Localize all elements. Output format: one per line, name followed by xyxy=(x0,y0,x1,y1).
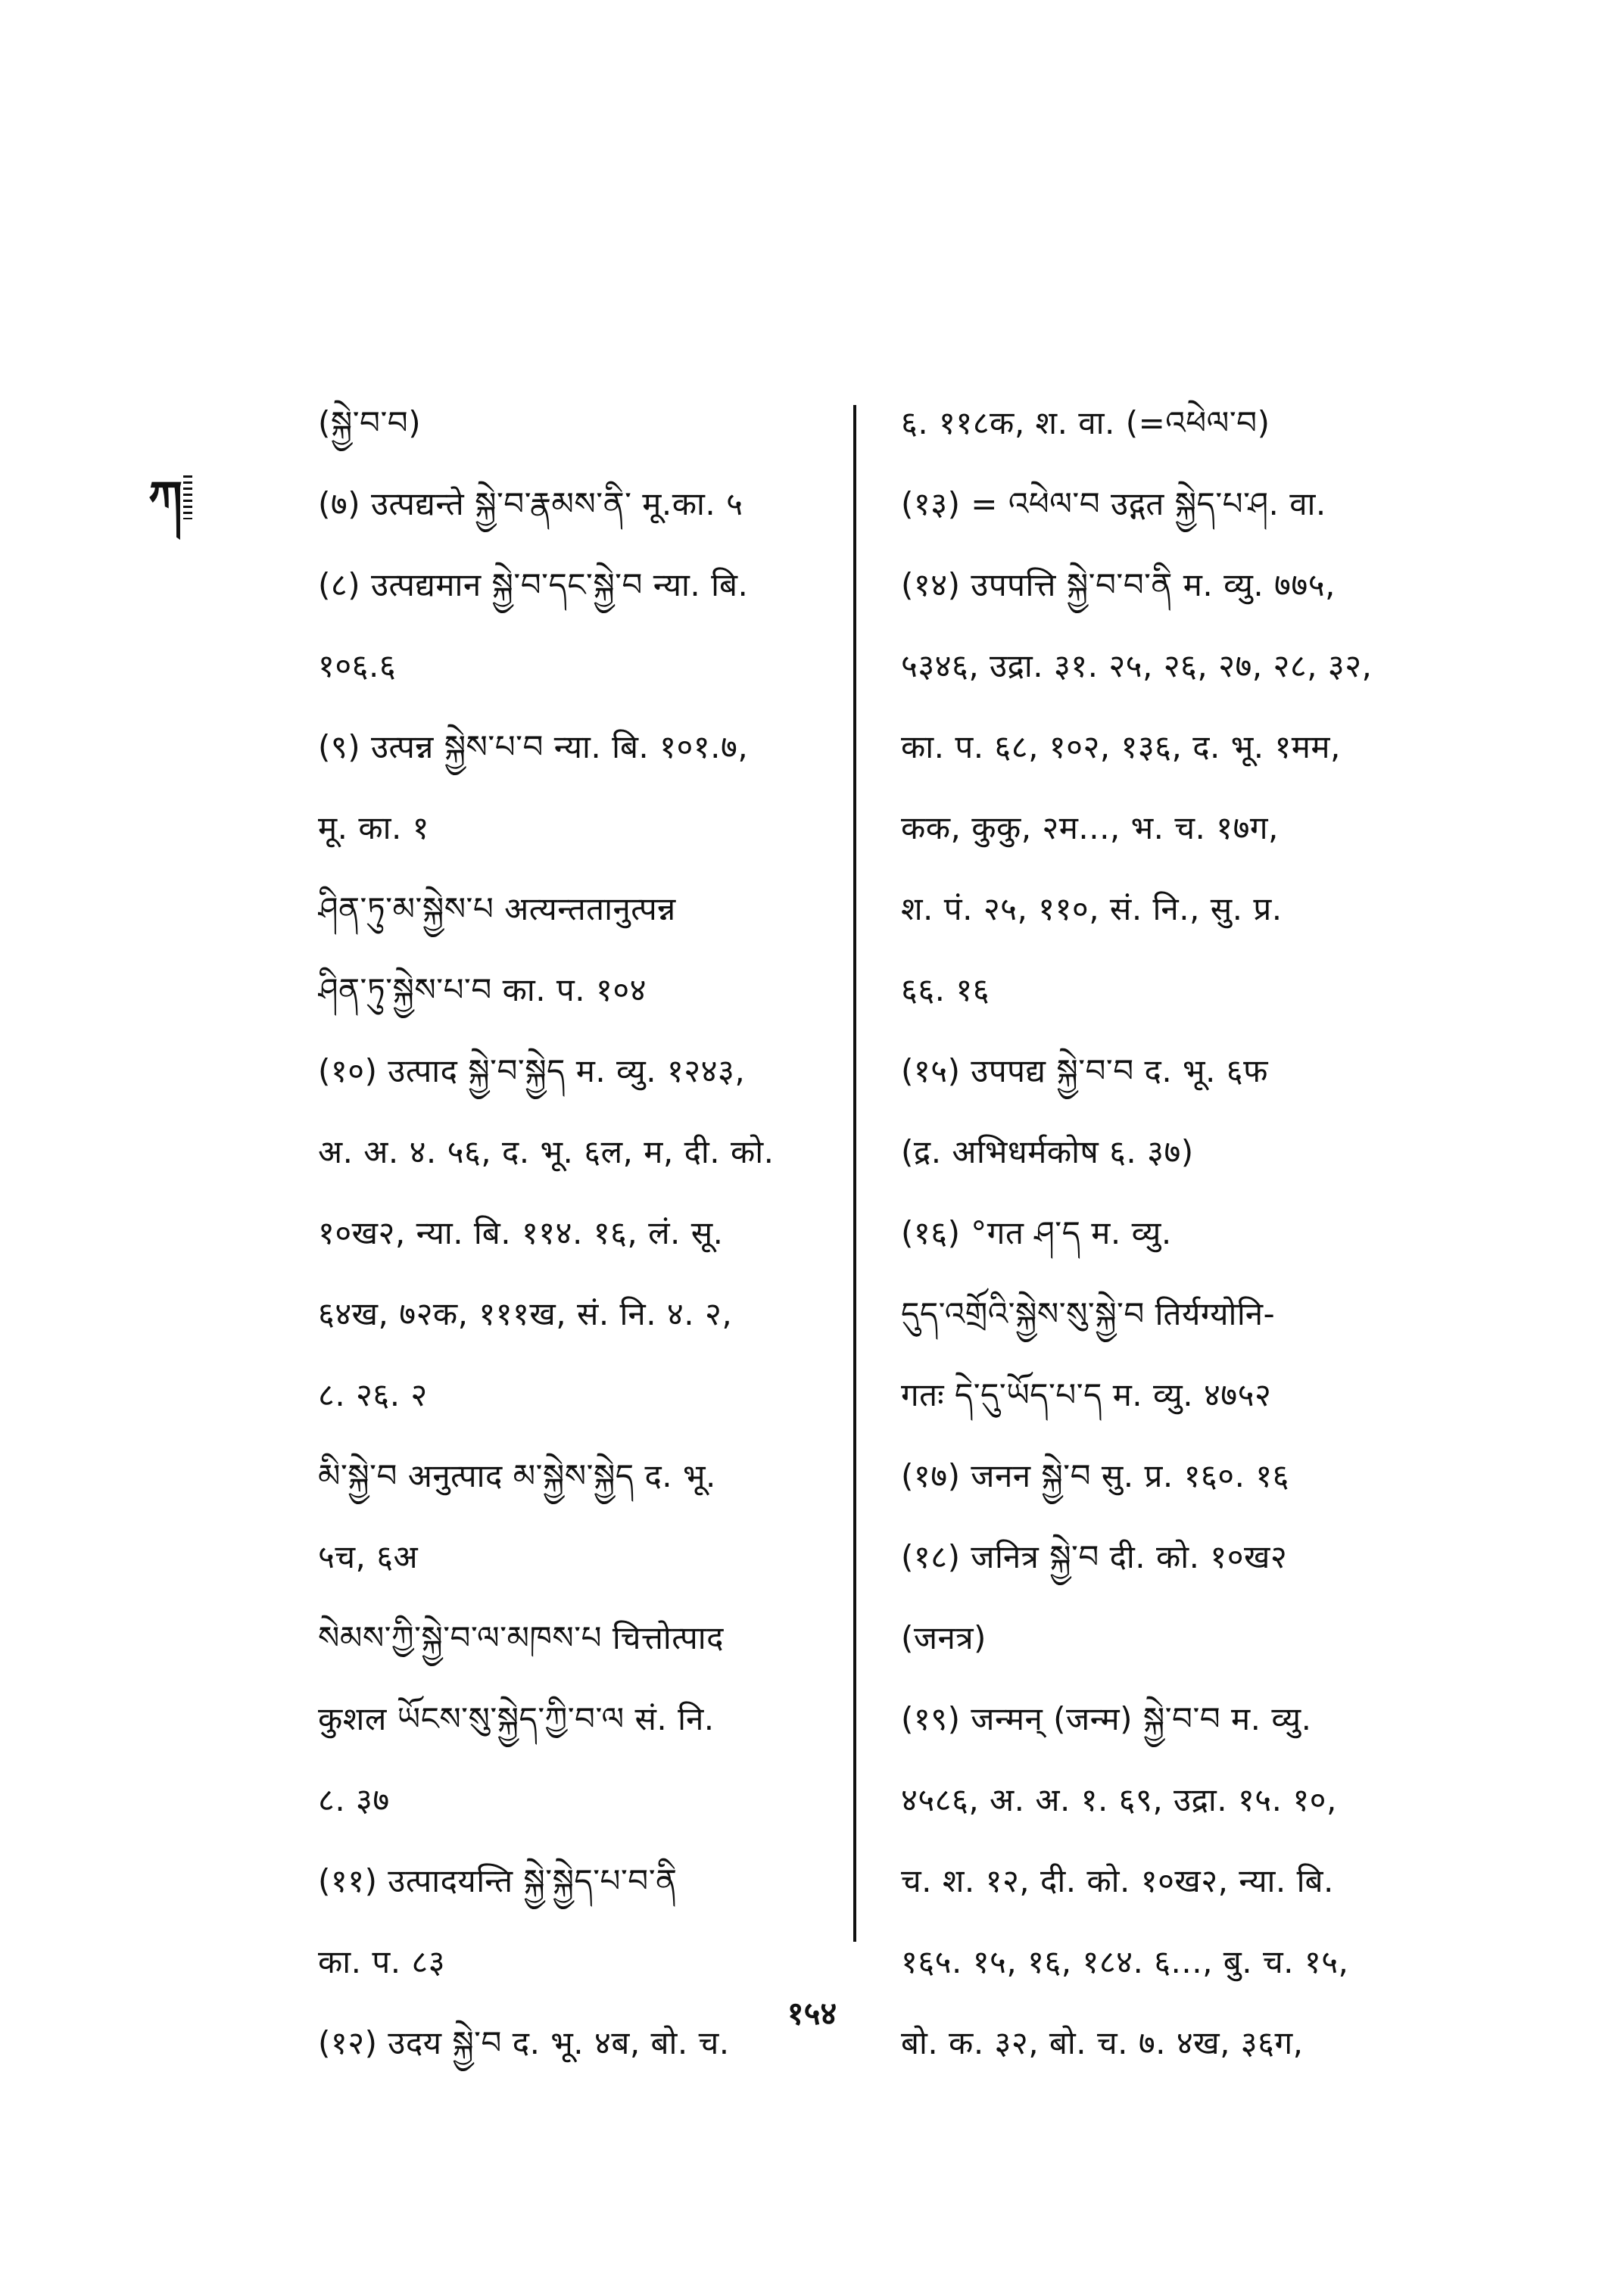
dictionary-line: च. श. १२, दी. को. १०ख२, न्या. बि. xyxy=(901,1862,1334,1899)
dictionary-line: (११) उत्पादयन्ति སྐྱེ་སྐྱེད་པ་བ་ནི xyxy=(318,1862,678,1899)
dictionary-line: སེམས་ཀྱི་སྐྱེ་བ་ལ་མཁས་པ चित्तोत्पाद xyxy=(318,1619,724,1656)
dictionary-line: ६. ११८क, श. वा. (=འཕེལ་བ) xyxy=(901,404,1270,441)
dictionary-line: १०ख२, न्या. बि. ११४. १६, लं. सू. xyxy=(318,1214,724,1251)
dictionary-line: कुशल ཡོངས་སུ་སྐྱེད་ཀྱི་བ་ལ सं. नि. xyxy=(318,1700,715,1737)
dictionary-line: (७) उत्पद्यन्ते སྐྱེ་བ་རྣམས་ནི་ मू.का. ५ xyxy=(318,485,743,522)
margin-mark: ཀ xyxy=(148,472,183,528)
margin-ticks xyxy=(183,475,192,519)
dictionary-line: (८) उत्पद्यमान སྐྱེ་བ་དང་སྐྱེ་བ न्या. बि. xyxy=(318,566,749,603)
page-number: १५४ xyxy=(787,1995,837,2032)
dictionary-line: (१४) उपपत्ति སྐྱེ་བ་བ་ནི म. व्यु. ७७५, xyxy=(901,566,1336,603)
dictionary-line: (जनत्र) xyxy=(901,1619,987,1656)
dictionary-line: गतः དེ་དུ་ཡོད་པ་ད म. व्यु. ४७५२ xyxy=(901,1376,1272,1413)
dictionary-line: (१२) उदय སྐྱེ་བ द. भू. ४ब, बो. च. xyxy=(318,2024,730,2061)
dictionary-line: (१३) = འཕེལ་བ उद्गत སྐྱེད་པ་ཤ. वा. xyxy=(901,485,1326,522)
dictionary-line: (१९) जन्मन् (जन्म) སྐྱེ་བ་བ म. व्यु. xyxy=(901,1700,1312,1737)
dictionary-line: ६४ख, ७२क, १११ख, सं. नि. ४. २, xyxy=(318,1295,733,1332)
column-divider xyxy=(853,405,856,1942)
dictionary-line: का. प. ८३ xyxy=(318,1943,446,1980)
dictionary-line: अ. अ. ४. ५६, द. भू. ६ल, म, दी. को. xyxy=(318,1133,775,1170)
dictionary-line: का. प. ६८, १०२, १३६, द. भू. १मम, xyxy=(901,728,1341,765)
dictionary-line: མི་སྐྱེ་བ अनुत्पाद མ་སྐྱེས་སྐྱེད द. भू. xyxy=(318,1457,716,1494)
dictionary-line: ८. ३७ xyxy=(318,1781,390,1818)
dictionary-line: (१५) उपपद्य སྐྱེ་བ་བ द. भू. ६फ xyxy=(901,1052,1268,1089)
dictionary-line: ६६. १६ xyxy=(901,971,990,1008)
dictionary-line: १०६.६ xyxy=(318,647,397,684)
dictionary-line: बो. क. ३२, बो. च. ७. ४ख, ३६ग, xyxy=(901,2024,1304,2061)
dictionary-line: ४५८६, अ. अ. १. ६९, उद्रा. १५. १०, xyxy=(901,1781,1337,1818)
dictionary-line: (१७) जनन སྐྱེ་བ सु. प्र. १६०. १६ xyxy=(901,1457,1289,1494)
dictionary-line: (द्र. अभिधर्मकोष ६. ३७) xyxy=(901,1133,1194,1170)
dictionary-line: कक, कुकु, २म..., भ. च. १७ग, xyxy=(901,809,1279,846)
dictionary-line: དུད་འགྲོའི་སྐྱེས་སུ་སྐྱེ་བ तिर्यग्योनि- xyxy=(901,1295,1276,1332)
dictionary-line: (१८) जनित्र སྐྱེ་བ दी. को. १०ख२ xyxy=(901,1538,1288,1575)
dictionary-line: (९) उत्पन्न སྐྱེས་པ་བ न्या. बि. १०१.७, xyxy=(318,728,749,765)
left-column xyxy=(318,382,848,2083)
dictionary-line: १६५. १५, १६, १८४. ६..., बु. च. १५, xyxy=(901,1943,1349,1980)
right-column xyxy=(901,382,1476,2083)
dictionary-line: श. पं. २५, ११०, सं. नि., सु. प्र. xyxy=(901,890,1283,927)
dictionary-line: (སྐྱེ་བ་བ) xyxy=(318,404,422,441)
dictionary-line: ५च, ६अ xyxy=(318,1538,419,1575)
dictionary-line: मू. का. १ xyxy=(318,809,429,846)
dictionary-line: (१०) उत्पाद སྐྱེ་བ་སྐྱེད म. व्यु. १२४३, xyxy=(318,1052,746,1089)
dictionary-line: ५३४६, उद्रा. ३१. २५, २६, २७, २८, ३२, xyxy=(901,647,1373,684)
dictionary-line: ཤིན་ཏུ་སྐྱེས་པ་བ का. प. १०४ xyxy=(318,971,647,1008)
dictionary-line: ८. २६. २ xyxy=(318,1376,428,1413)
dictionary-line: ཤིན་ཏུ་མ་སྐྱེས་པ अत्यन्ततानुत्पन्न xyxy=(318,890,676,927)
dictionary-line: (१६) °गत ཤ་ད म. व्यु. xyxy=(901,1214,1172,1251)
